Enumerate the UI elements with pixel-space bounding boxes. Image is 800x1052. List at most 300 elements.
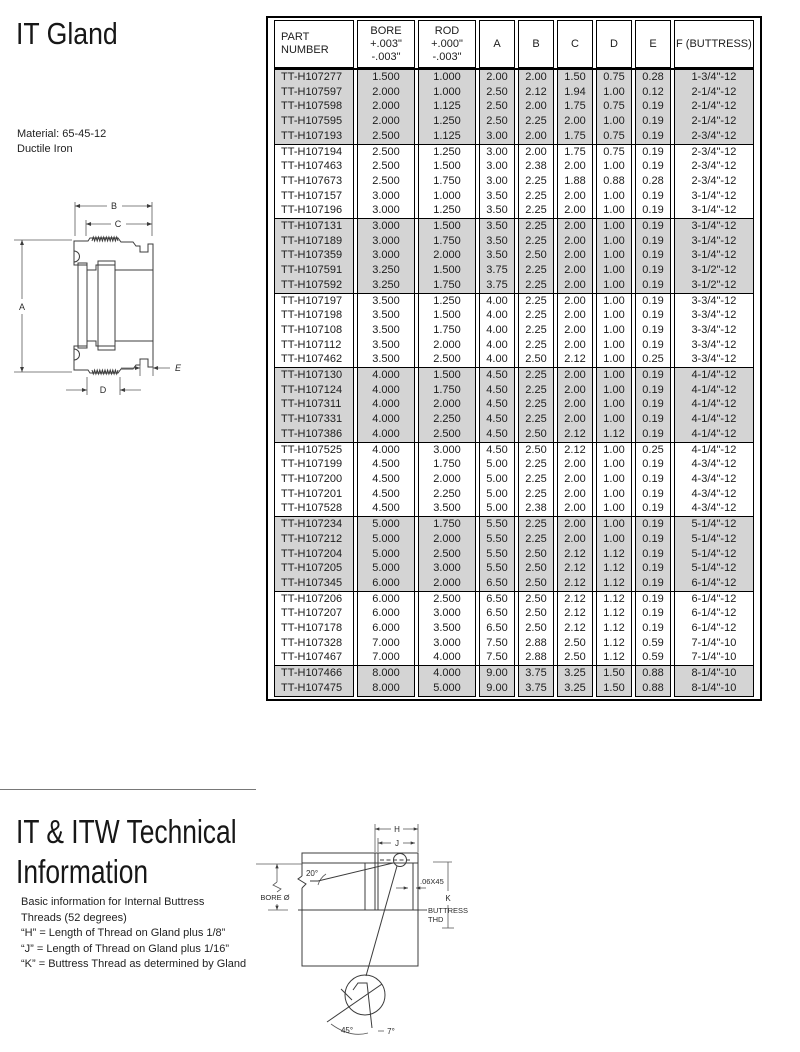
value-cell: 2.00 bbox=[518, 99, 554, 114]
part-number-cell: TT-H107311 bbox=[274, 397, 354, 412]
value-cell: 1.12 bbox=[596, 427, 632, 442]
value-cell: 4-3/4"-12 bbox=[674, 472, 754, 487]
value-cell: 4.000 bbox=[357, 368, 415, 383]
dim-label-d: D bbox=[99, 385, 107, 395]
table-row bbox=[274, 145, 754, 160]
material-line-2: Ductile Iron bbox=[17, 143, 73, 155]
value-cell: 2.25 bbox=[518, 368, 554, 383]
material-note bbox=[17, 127, 106, 157]
value-cell: 4.50 bbox=[479, 397, 515, 412]
value-cell: 0.59 bbox=[635, 650, 671, 665]
value-cell: 2.50 bbox=[518, 606, 554, 621]
value-cell: 2.500 bbox=[357, 174, 415, 189]
value-cell: 2.25 bbox=[518, 487, 554, 502]
value-cell: 1.12 bbox=[596, 650, 632, 665]
value-cell: 1.500 bbox=[418, 159, 476, 174]
table-row bbox=[274, 412, 754, 427]
part-number-cell: TT-H107466 bbox=[274, 666, 354, 681]
value-cell: 2.25 bbox=[518, 174, 554, 189]
value-cell: 2.00 bbox=[518, 70, 554, 85]
part-number-cell: TT-H107206 bbox=[274, 592, 354, 607]
value-cell: 1.00 bbox=[596, 234, 632, 249]
value-cell: 2.500 bbox=[357, 129, 415, 144]
value-cell: 2.00 bbox=[557, 323, 593, 338]
value-cell: 2.000 bbox=[357, 114, 415, 129]
value-cell: 4.50 bbox=[479, 383, 515, 398]
part-number-cell: TT-H107198 bbox=[274, 308, 354, 323]
value-cell: 1.750 bbox=[418, 174, 476, 189]
value-cell: 0.19 bbox=[635, 234, 671, 249]
value-cell: 2.25 bbox=[518, 189, 554, 204]
value-cell: 8-1/4"-10 bbox=[674, 681, 754, 697]
value-cell: 2.50 bbox=[479, 114, 515, 129]
value-cell: 3.250 bbox=[357, 278, 415, 293]
value-cell: 2-3/4"-12 bbox=[674, 129, 754, 144]
value-cell: 2.50 bbox=[479, 99, 515, 114]
value-cell: 2.000 bbox=[418, 472, 476, 487]
dim-label-a: A bbox=[18, 302, 26, 312]
value-cell: 1.00 bbox=[596, 294, 632, 309]
value-cell: 8.000 bbox=[357, 666, 415, 681]
value-cell: 0.19 bbox=[635, 338, 671, 353]
value-cell: 0.19 bbox=[635, 561, 671, 576]
value-cell: 2.00 bbox=[557, 294, 593, 309]
value-cell: 4.000 bbox=[357, 383, 415, 398]
value-cell: 3.500 bbox=[418, 621, 476, 636]
value-cell: 2.00 bbox=[557, 159, 593, 174]
value-cell: 1.00 bbox=[596, 85, 632, 100]
table-row bbox=[274, 666, 754, 681]
table-row bbox=[274, 174, 754, 189]
value-cell: 3-1/2"-12 bbox=[674, 278, 754, 293]
value-cell: 2.000 bbox=[418, 248, 476, 263]
value-cell: 4-3/4"-12 bbox=[674, 457, 754, 472]
table-row bbox=[274, 650, 754, 665]
value-cell: 3.000 bbox=[418, 606, 476, 621]
value-cell: 2.00 bbox=[557, 397, 593, 412]
note-line: “H” = Length of Thread on Gland plus 1/8” bbox=[21, 927, 226, 939]
part-number-cell: TT-H107345 bbox=[274, 576, 354, 591]
value-cell: 3.75 bbox=[518, 681, 554, 697]
value-cell: 4.50 bbox=[479, 368, 515, 383]
table-row bbox=[274, 517, 754, 532]
value-cell: 2.12 bbox=[557, 352, 593, 367]
value-cell: 2.00 bbox=[557, 114, 593, 129]
part-number-cell: TT-H107234 bbox=[274, 517, 354, 532]
column-header: D bbox=[596, 20, 632, 68]
value-cell: 2.00 bbox=[557, 338, 593, 353]
buttress-thd-label-2: THD bbox=[428, 915, 444, 924]
value-cell: 4.500 bbox=[357, 501, 415, 516]
value-cell: 1.250 bbox=[418, 203, 476, 218]
value-cell: 0.75 bbox=[596, 70, 632, 85]
part-number-cell: TT-H107196 bbox=[274, 203, 354, 218]
value-cell: 5.00 bbox=[479, 472, 515, 487]
value-cell: 2.50 bbox=[518, 561, 554, 576]
part-number-cell: TT-H107212 bbox=[274, 532, 354, 547]
value-cell: 4.00 bbox=[479, 323, 515, 338]
value-cell: 0.19 bbox=[635, 189, 671, 204]
value-cell: 0.75 bbox=[596, 145, 632, 160]
part-number-cell: TT-H107130 bbox=[274, 368, 354, 383]
value-cell: 3.50 bbox=[479, 189, 515, 204]
value-cell: 0.19 bbox=[635, 278, 671, 293]
value-cell: 2.25 bbox=[518, 114, 554, 129]
value-cell: 2.25 bbox=[518, 234, 554, 249]
value-cell: 2.25 bbox=[518, 308, 554, 323]
part-number-cell: TT-H107595 bbox=[274, 114, 354, 129]
part-number-cell: TT-H107592 bbox=[274, 278, 354, 293]
value-cell: 6.000 bbox=[357, 606, 415, 621]
value-cell: 3.000 bbox=[357, 203, 415, 218]
value-cell: 2.25 bbox=[518, 532, 554, 547]
value-cell: 0.88 bbox=[635, 681, 671, 697]
value-cell: 6.50 bbox=[479, 576, 515, 591]
value-cell: 0.88 bbox=[596, 174, 632, 189]
value-cell: 4.00 bbox=[479, 294, 515, 309]
value-cell: 1.500 bbox=[357, 70, 415, 85]
value-cell: 1.00 bbox=[596, 159, 632, 174]
table-row bbox=[274, 189, 754, 204]
chamfer-label: .06X45 bbox=[420, 877, 444, 886]
value-cell: 2.12 bbox=[557, 443, 593, 458]
value-cell: 5-1/4"-12 bbox=[674, 517, 754, 532]
value-cell: 2.00 bbox=[557, 248, 593, 263]
value-cell: 1.12 bbox=[596, 576, 632, 591]
value-cell: 2.50 bbox=[518, 248, 554, 263]
value-cell: 2.00 bbox=[557, 457, 593, 472]
value-cell: 2.500 bbox=[418, 427, 476, 442]
value-cell: 1-3/4"-12 bbox=[674, 70, 754, 85]
value-cell: 8-1/4"-10 bbox=[674, 666, 754, 681]
value-cell: 3.000 bbox=[357, 248, 415, 263]
value-cell: 1.750 bbox=[418, 517, 476, 532]
value-cell: 2.000 bbox=[418, 338, 476, 353]
value-cell: 7.000 bbox=[357, 650, 415, 665]
header-row bbox=[274, 20, 754, 68]
value-cell: 3.75 bbox=[479, 263, 515, 278]
value-cell: 1.00 bbox=[596, 412, 632, 427]
value-cell: 3.25 bbox=[557, 666, 593, 681]
value-cell: 1.00 bbox=[596, 219, 632, 234]
column-header: B bbox=[518, 20, 554, 68]
tech-notes bbox=[21, 895, 246, 973]
table-row bbox=[274, 338, 754, 353]
value-cell: 2.500 bbox=[418, 592, 476, 607]
part-number-cell: TT-H107200 bbox=[274, 472, 354, 487]
table-row bbox=[274, 606, 754, 621]
value-cell: 2.12 bbox=[557, 576, 593, 591]
table-row bbox=[274, 487, 754, 502]
value-cell: 1.75 bbox=[557, 129, 593, 144]
value-cell: 7.000 bbox=[357, 636, 415, 651]
dim-label-b: B bbox=[110, 201, 118, 211]
part-number-cell: TT-H107598 bbox=[274, 99, 354, 114]
value-cell: 3.500 bbox=[357, 323, 415, 338]
table-row bbox=[274, 636, 754, 651]
value-cell: 2.00 bbox=[557, 383, 593, 398]
value-cell: 3.75 bbox=[479, 278, 515, 293]
value-cell: 4-1/4"-12 bbox=[674, 443, 754, 458]
value-cell: 1.250 bbox=[418, 114, 476, 129]
value-cell: 1.500 bbox=[418, 219, 476, 234]
value-cell: 4.500 bbox=[357, 487, 415, 502]
tech-section-title bbox=[16, 812, 237, 892]
gland-cross-section-diagram bbox=[0, 192, 205, 407]
value-cell: 2.500 bbox=[418, 352, 476, 367]
table-row bbox=[274, 592, 754, 607]
value-cell: 2.88 bbox=[518, 650, 554, 665]
section-divider bbox=[0, 789, 256, 790]
value-cell: 4.50 bbox=[479, 427, 515, 442]
value-cell: 0.19 bbox=[635, 532, 671, 547]
value-cell: 2.500 bbox=[357, 145, 415, 160]
value-cell: 1.00 bbox=[596, 397, 632, 412]
table-row bbox=[274, 294, 754, 309]
note-line: “K” = Buttress Thread as determined by Gland bbox=[21, 958, 247, 970]
value-cell: 1.125 bbox=[418, 129, 476, 144]
part-number-cell: TT-H107475 bbox=[274, 681, 354, 697]
value-cell: 2.00 bbox=[557, 532, 593, 547]
page-title: IT Gland bbox=[16, 16, 118, 51]
value-cell: 0.19 bbox=[635, 114, 671, 129]
table-row bbox=[274, 129, 754, 144]
note-line: “J” = Length of Thread on Gland plus 1/16” bbox=[21, 942, 230, 955]
value-cell: 2.12 bbox=[557, 427, 593, 442]
value-cell: 2.25 bbox=[518, 278, 554, 293]
buttress-thd-label-1: BUTTRESS bbox=[428, 906, 469, 915]
value-cell: 2.12 bbox=[518, 85, 554, 100]
value-cell: 3.000 bbox=[357, 189, 415, 204]
table-row bbox=[274, 99, 754, 114]
value-cell: 0.88 bbox=[635, 666, 671, 681]
value-cell: 4.000 bbox=[357, 412, 415, 427]
value-cell: 5.000 bbox=[357, 532, 415, 547]
dim-label-c: C bbox=[114, 219, 122, 229]
tech-title-line-2: Information bbox=[16, 853, 149, 890]
value-cell: 1.12 bbox=[596, 606, 632, 621]
value-cell: 2.25 bbox=[518, 383, 554, 398]
value-cell: 9.00 bbox=[479, 681, 515, 697]
value-cell: 3.50 bbox=[479, 248, 515, 263]
value-cell: 0.19 bbox=[635, 427, 671, 442]
value-cell: 3.250 bbox=[357, 263, 415, 278]
value-cell: 6-1/4"-12 bbox=[674, 576, 754, 591]
part-number-cell: TT-H107525 bbox=[274, 443, 354, 458]
value-cell: 4.000 bbox=[418, 650, 476, 665]
value-cell: 1.12 bbox=[596, 547, 632, 562]
value-cell: 2.00 bbox=[557, 501, 593, 516]
value-cell: 3.000 bbox=[357, 234, 415, 249]
value-cell: 6.50 bbox=[479, 606, 515, 621]
table-row bbox=[274, 501, 754, 516]
value-cell: 4-1/4"-12 bbox=[674, 427, 754, 442]
value-cell: 0.25 bbox=[635, 443, 671, 458]
dim-label-h: H bbox=[394, 825, 400, 834]
table-row bbox=[274, 443, 754, 458]
value-cell: 2.25 bbox=[518, 263, 554, 278]
value-cell: 4.50 bbox=[479, 443, 515, 458]
value-cell: 3.500 bbox=[357, 308, 415, 323]
value-cell: 3-1/4"-12 bbox=[674, 234, 754, 249]
value-cell: 3.75 bbox=[518, 666, 554, 681]
value-cell: 1.500 bbox=[418, 263, 476, 278]
value-cell: 7-1/4"-10 bbox=[674, 650, 754, 665]
value-cell: 2.00 bbox=[557, 189, 593, 204]
value-cell: 3-1/2"-12 bbox=[674, 263, 754, 278]
material-line-1: Material: 65-45-12 bbox=[17, 128, 107, 140]
value-cell: 0.19 bbox=[635, 129, 671, 144]
value-cell: 5-1/4"-12 bbox=[674, 561, 754, 576]
value-cell: 2.00 bbox=[557, 203, 593, 218]
value-cell: 3.500 bbox=[357, 338, 415, 353]
value-cell: 2.25 bbox=[518, 294, 554, 309]
value-cell: 5.000 bbox=[357, 547, 415, 562]
dim-label-e: E bbox=[174, 363, 182, 373]
value-cell: 1.750 bbox=[418, 278, 476, 293]
value-cell: 4-1/4"-12 bbox=[674, 368, 754, 383]
value-cell: 0.19 bbox=[635, 412, 671, 427]
value-cell: 5-1/4"-12 bbox=[674, 547, 754, 562]
table-row bbox=[274, 70, 754, 85]
value-cell: 7.50 bbox=[479, 636, 515, 651]
value-cell: 2.12 bbox=[557, 592, 593, 607]
part-number-cell: TT-H107467 bbox=[274, 650, 354, 665]
value-cell: 2.250 bbox=[418, 487, 476, 502]
part-number-cell: TT-H107205 bbox=[274, 561, 354, 576]
value-cell: 1.50 bbox=[596, 666, 632, 681]
table-row bbox=[274, 308, 754, 323]
value-cell: 3-3/4"-12 bbox=[674, 294, 754, 309]
value-cell: 3.000 bbox=[418, 443, 476, 458]
value-cell: 2.25 bbox=[518, 517, 554, 532]
value-cell: 4.000 bbox=[418, 666, 476, 681]
value-cell: 2.25 bbox=[518, 203, 554, 218]
buttress-thread-diagram bbox=[248, 808, 483, 1052]
value-cell: 5.50 bbox=[479, 517, 515, 532]
value-cell: 0.19 bbox=[635, 159, 671, 174]
value-cell: 0.19 bbox=[635, 145, 671, 160]
part-number-cell: TT-H107277 bbox=[274, 70, 354, 85]
value-cell: 2-1/4"-12 bbox=[674, 99, 754, 114]
value-cell: 3-1/4"-12 bbox=[674, 219, 754, 234]
value-cell: 3.50 bbox=[479, 234, 515, 249]
tech-title-line-1: IT & ITW Technical bbox=[16, 813, 237, 850]
table-row bbox=[274, 397, 754, 412]
part-number-cell: TT-H107207 bbox=[274, 606, 354, 621]
value-cell: 1.88 bbox=[557, 174, 593, 189]
value-cell: 3.00 bbox=[479, 174, 515, 189]
value-cell: 2.50 bbox=[518, 547, 554, 562]
value-cell: 5.000 bbox=[357, 561, 415, 576]
value-cell: 3.00 bbox=[479, 145, 515, 160]
value-cell: 1.250 bbox=[418, 294, 476, 309]
value-cell: 2-3/4"-12 bbox=[674, 145, 754, 160]
value-cell: 2.00 bbox=[557, 368, 593, 383]
part-number-cell: TT-H107189 bbox=[274, 234, 354, 249]
value-cell: 6.000 bbox=[357, 621, 415, 636]
value-cell: 0.19 bbox=[635, 203, 671, 218]
value-cell: 0.75 bbox=[596, 129, 632, 144]
value-cell: 0.19 bbox=[635, 368, 671, 383]
part-number-cell: TT-H107201 bbox=[274, 487, 354, 502]
value-cell: 0.59 bbox=[635, 636, 671, 651]
column-header: PART NUMBER bbox=[274, 20, 354, 68]
value-cell: 1.75 bbox=[557, 145, 593, 160]
bore-label: BORE Ø bbox=[260, 893, 290, 902]
table-row bbox=[274, 472, 754, 487]
value-cell: 1.000 bbox=[418, 85, 476, 100]
value-cell: 0.19 bbox=[635, 383, 671, 398]
value-cell: 4.00 bbox=[479, 338, 515, 353]
column-header: A bbox=[479, 20, 515, 68]
value-cell: 4-1/4"-12 bbox=[674, 383, 754, 398]
value-cell: 0.19 bbox=[635, 517, 671, 532]
value-cell: 0.19 bbox=[635, 294, 671, 309]
dim-label-k: K bbox=[445, 894, 451, 903]
table-row bbox=[274, 278, 754, 293]
value-cell: 1.00 bbox=[596, 323, 632, 338]
value-cell: 6.50 bbox=[479, 592, 515, 607]
part-number-cell: TT-H107359 bbox=[274, 248, 354, 263]
value-cell: 1.00 bbox=[596, 501, 632, 516]
value-cell: 1.12 bbox=[596, 621, 632, 636]
value-cell: 2.00 bbox=[557, 487, 593, 502]
value-cell: 3.000 bbox=[357, 219, 415, 234]
part-number-cell: TT-H107199 bbox=[274, 457, 354, 472]
value-cell: 1.00 bbox=[596, 189, 632, 204]
value-cell: 2.12 bbox=[557, 606, 593, 621]
value-cell: 5.50 bbox=[479, 561, 515, 576]
value-cell: 2.12 bbox=[557, 547, 593, 562]
table-row bbox=[274, 352, 754, 367]
value-cell: 2.50 bbox=[518, 427, 554, 442]
value-cell: 1.00 bbox=[596, 487, 632, 502]
table-row bbox=[274, 547, 754, 562]
value-cell: 2.000 bbox=[418, 576, 476, 591]
value-cell: 2-3/4"-12 bbox=[674, 174, 754, 189]
angle-label-7: 7° bbox=[387, 1027, 395, 1036]
value-cell: 1.00 bbox=[596, 114, 632, 129]
value-cell: 4-1/4"-12 bbox=[674, 397, 754, 412]
value-cell: 3.000 bbox=[418, 636, 476, 651]
value-cell: 3.00 bbox=[479, 129, 515, 144]
part-number-cell: TT-H107112 bbox=[274, 338, 354, 353]
value-cell: 3.50 bbox=[479, 219, 515, 234]
value-cell: 1.500 bbox=[418, 308, 476, 323]
value-cell: 3.000 bbox=[418, 561, 476, 576]
table-row bbox=[274, 681, 754, 697]
table-row bbox=[274, 427, 754, 442]
value-cell: 1.00 bbox=[596, 338, 632, 353]
value-cell: 3.500 bbox=[357, 294, 415, 309]
value-cell: 1.00 bbox=[596, 352, 632, 367]
value-cell: 1.000 bbox=[418, 189, 476, 204]
value-cell: 2.000 bbox=[357, 99, 415, 114]
value-cell: 2.88 bbox=[518, 636, 554, 651]
column-header: BORE +.003" -.003" bbox=[357, 20, 415, 68]
value-cell: 0.19 bbox=[635, 472, 671, 487]
value-cell: 4.500 bbox=[357, 457, 415, 472]
part-number-cell: TT-H107328 bbox=[274, 636, 354, 651]
value-cell: 2.00 bbox=[518, 145, 554, 160]
value-cell: 2-1/4"-12 bbox=[674, 114, 754, 129]
part-number-cell: TT-H107178 bbox=[274, 621, 354, 636]
value-cell: 1.00 bbox=[596, 383, 632, 398]
value-cell: 2.00 bbox=[557, 517, 593, 532]
value-cell: 0.19 bbox=[635, 263, 671, 278]
angle-label-20: 20° bbox=[305, 869, 319, 878]
